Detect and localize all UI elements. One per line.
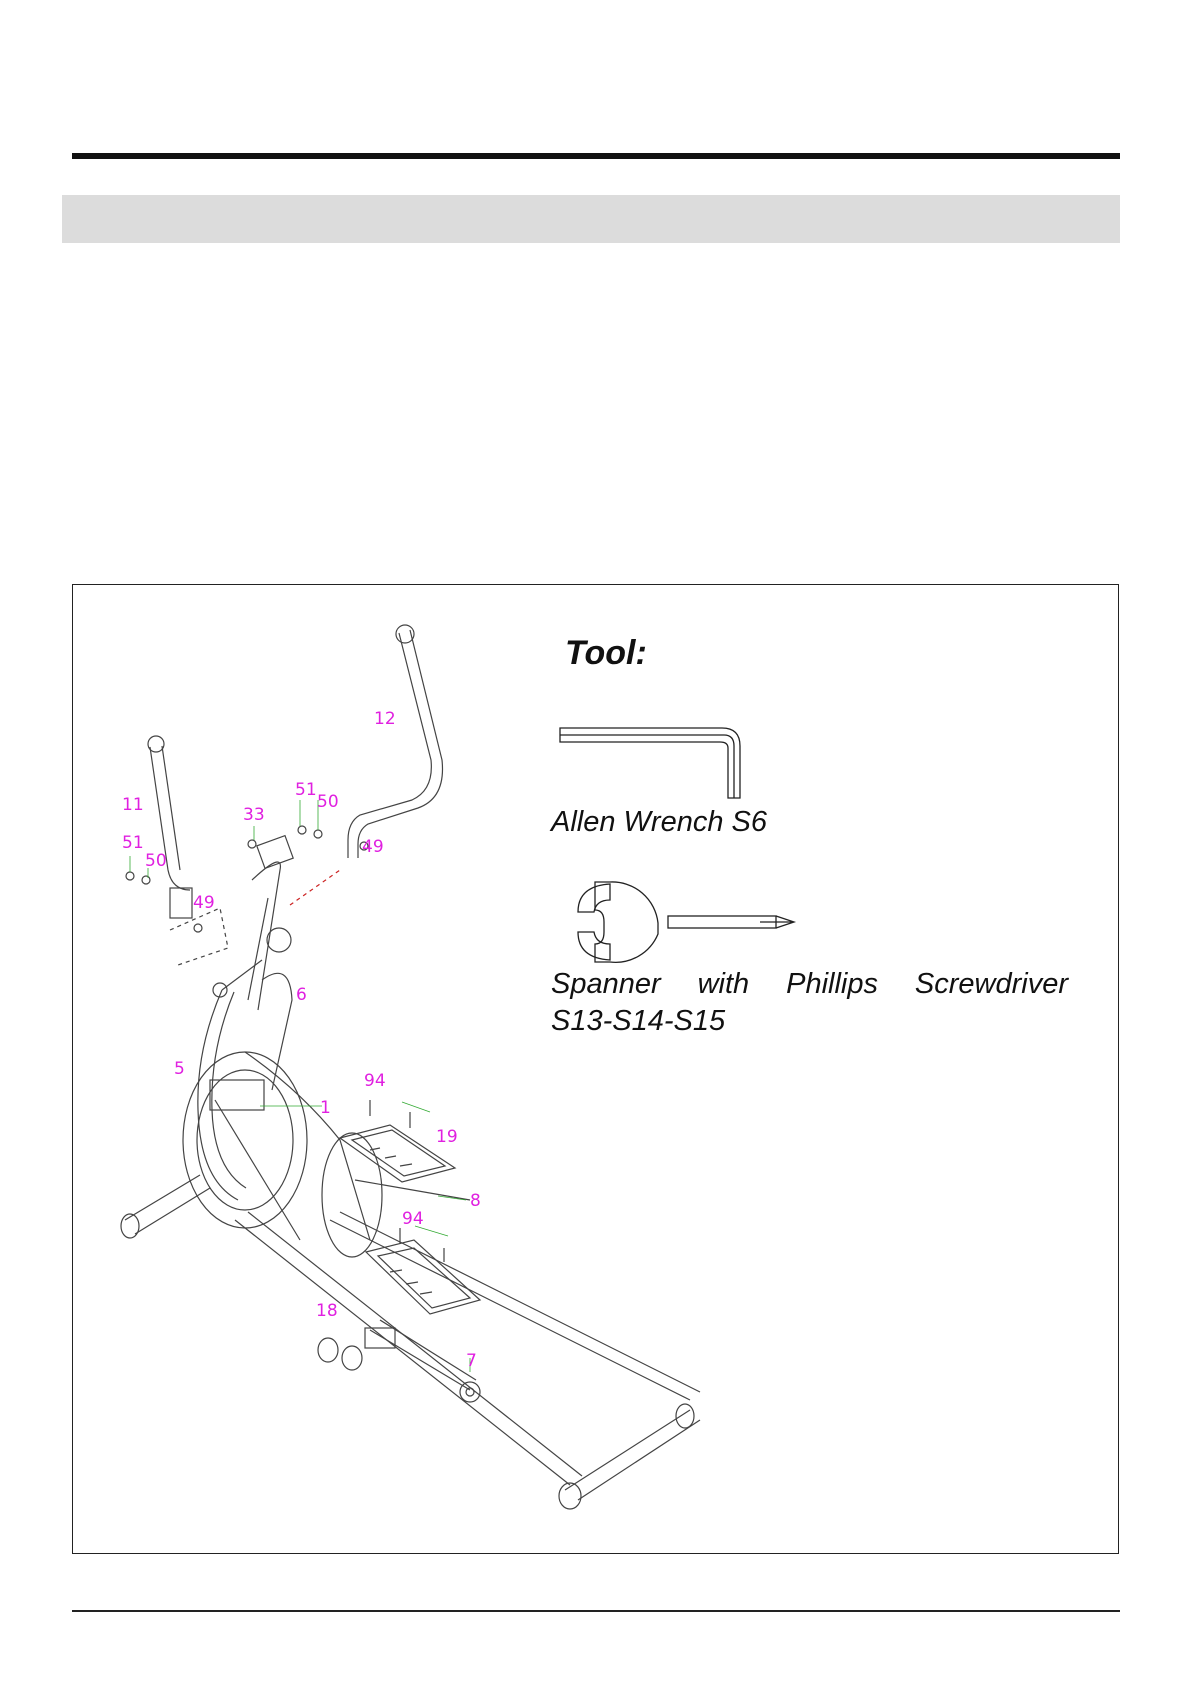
- tool-heading: Tool:: [565, 634, 647, 672]
- callout-94: 94: [364, 1071, 386, 1091]
- callout-8: 8: [470, 1191, 481, 1211]
- callout-leaders: [130, 800, 470, 1372]
- callout-94: 94: [402, 1209, 424, 1229]
- allen-wrench-icon: [560, 728, 740, 798]
- footer-rule: [72, 1610, 1120, 1612]
- callout-51: 51: [295, 780, 317, 800]
- callout-12: 12: [374, 709, 396, 729]
- callout-5: 5: [174, 1059, 185, 1079]
- callout-18: 18: [316, 1301, 338, 1321]
- callout-19: 19: [436, 1127, 458, 1147]
- callout-6: 6: [296, 985, 307, 1005]
- callout-11: 11: [122, 795, 144, 815]
- callout-49: 49: [193, 893, 215, 913]
- part-callouts: [122, 709, 481, 1371]
- spanner-label: Spanner with Phillips Screwdriver: [551, 968, 1068, 1000]
- allen-wrench-label: Allen Wrench S6: [551, 806, 767, 838]
- elliptical-trainer-drawing: [121, 625, 700, 1509]
- spanner-size-label: S13-S14-S15: [551, 1005, 726, 1037]
- callout-50: 50: [317, 792, 339, 812]
- callout-49: 49: [362, 837, 384, 857]
- callout-33: 33: [243, 805, 265, 825]
- spanner-icon: [578, 882, 794, 962]
- callout-7: 7: [466, 1351, 477, 1371]
- callout-1: 1: [320, 1098, 331, 1118]
- callout-51: 51: [122, 833, 144, 853]
- callout-50: 50: [145, 851, 167, 871]
